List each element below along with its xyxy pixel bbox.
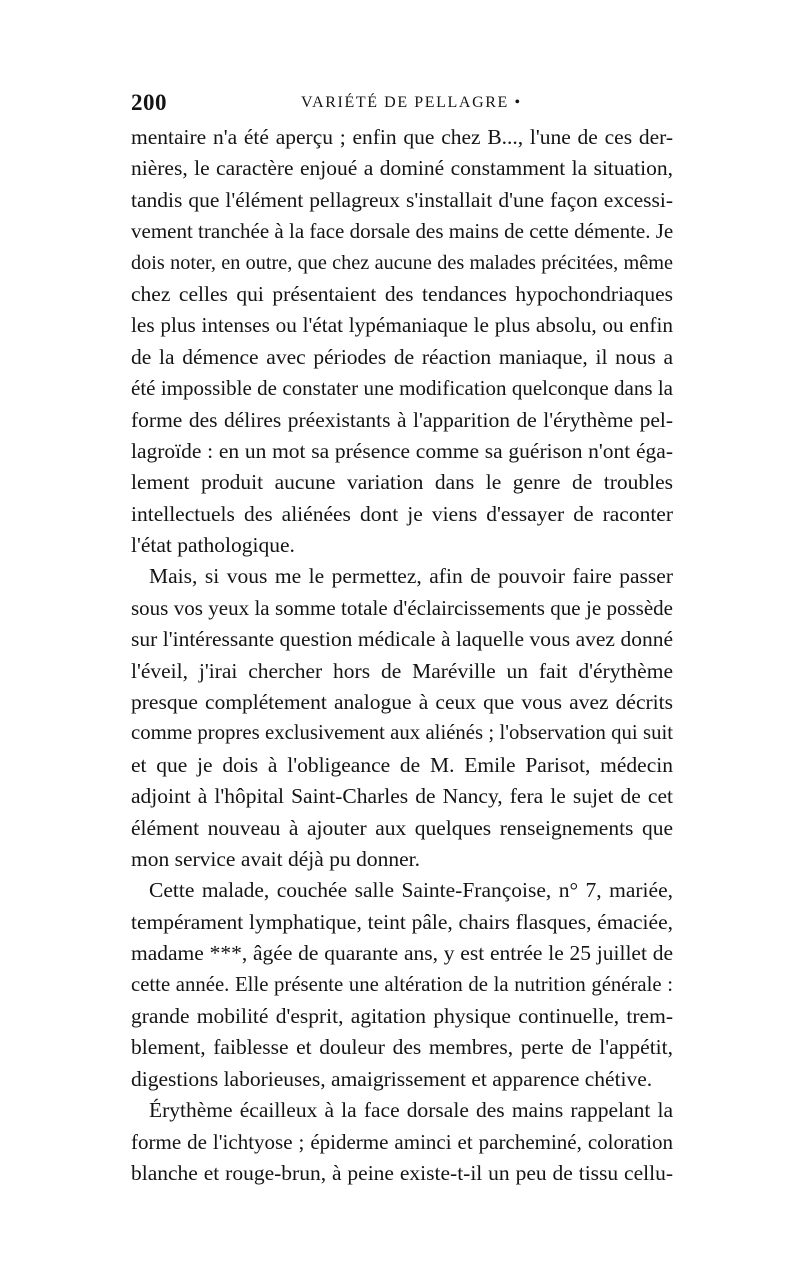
- paragraph: [131, 875, 673, 1095]
- text-line: sous vos yeux la somme totale d'éclaircissements que je possède: [131, 595, 673, 620]
- running-title: VARIÉTÉ DE PELLAGRE •: [301, 94, 522, 111]
- text-line: forme de l'ichtyose ; épiderme aminci et parcheminé, coloration: [131, 1129, 673, 1154]
- text-line: mon service avait déjà pu donner.: [131, 846, 420, 871]
- paragraph: [131, 561, 673, 875]
- text-line: sur l'intéressante question médicale à laquelle vous avez donné: [131, 627, 673, 652]
- running-head: [131, 90, 673, 120]
- text-line: cette année. Elle présente une altération de la nutrition générale :: [131, 973, 673, 996]
- text-line: chez celles qui présentaient des tendances hypochondriaques: [131, 281, 673, 306]
- text-line: Cette malade, couchée salle Sainte-Françoise, n° 7, mariée,: [149, 878, 673, 903]
- text-line: de la démence avec périodes de réaction maniaque, il nous a: [131, 344, 673, 369]
- text-line: élément nouveau à ajouter aux quelques renseignements que: [131, 815, 673, 840]
- text-line: presque complétement analogue à ceux que vous avez décrits: [131, 690, 673, 715]
- text-line: vement tranchée à la face dorsale des mains de cette démente. Je: [131, 219, 673, 244]
- text-line: adjoint à l'hôpital Saint-Charles de Nancy, fera le sujet de cet: [131, 784, 673, 809]
- text-line: été impossible de constater une modification quelconque dans la: [131, 376, 673, 401]
- page-number: 200: [131, 90, 167, 115]
- text-line: grande mobilité d'esprit, agitation physique continuelle, trem-: [131, 1003, 673, 1028]
- body-text: [131, 122, 673, 1189]
- text-line: lagroïde : en un mot sa présence comme sa guérison n'ont éga-: [131, 438, 673, 463]
- text-line: lement produit aucune variation dans le genre de troubles: [131, 470, 673, 495]
- text-line: blanche et rouge-brun, à peine existe-t-il un peu de tissu cellu-: [131, 1160, 673, 1185]
- text-line: tempérament lymphatique, teint pâle, chairs flasques, émaciée,: [131, 909, 673, 934]
- text-line: forme des délires préexistants à l'apparition de l'érythème pel-: [131, 407, 673, 432]
- text-line: Mais, si vous me le permettez, afin de pouvoir faire passer: [149, 564, 673, 589]
- text-line: l'éveil, j'irai chercher hors de Maréville un fait d'érythème: [131, 658, 673, 683]
- text-line: nières, le caractère enjoué a dominé constamment la situation,: [131, 156, 673, 181]
- text-line: dois noter, en outre, que chez aucune des malades précitées, même: [131, 251, 673, 274]
- text-line: les plus intenses ou l'état lypémaniaque le plus absolu, ou enfin: [131, 313, 673, 338]
- paragraph: [131, 1095, 673, 1189]
- text-line: comme propres exclusivement aux aliénés ; l'observation qui suit: [131, 722, 673, 745]
- text-line: Érythème écailleux à la face dorsale des mains rappelant la: [149, 1098, 673, 1123]
- text-line: blement, faiblesse et douleur des membres, perte de l'appétit,: [131, 1035, 673, 1060]
- paragraph: [131, 122, 673, 561]
- text-line: madame ***, âgée de quarante ans, y est entrée le 25 juillet de: [131, 941, 673, 966]
- text-line: tandis que l'élément pellagreux s'installait d'une façon excessi-: [131, 187, 673, 212]
- text-line: et que je dois à l'obligeance de M. Emile Parisot, médecin: [131, 752, 673, 777]
- text-line: l'état pathologique.: [131, 533, 295, 558]
- text-line: digestions laborieuses, amaigrissement et apparence chétive.: [131, 1066, 653, 1091]
- text-line: intellectuels des aliénées dont je viens d'essayer de raconter: [131, 501, 673, 526]
- text-line: mentaire n'a été aperçu ; enfin que chez B..., l'une de ces der-: [131, 125, 673, 149]
